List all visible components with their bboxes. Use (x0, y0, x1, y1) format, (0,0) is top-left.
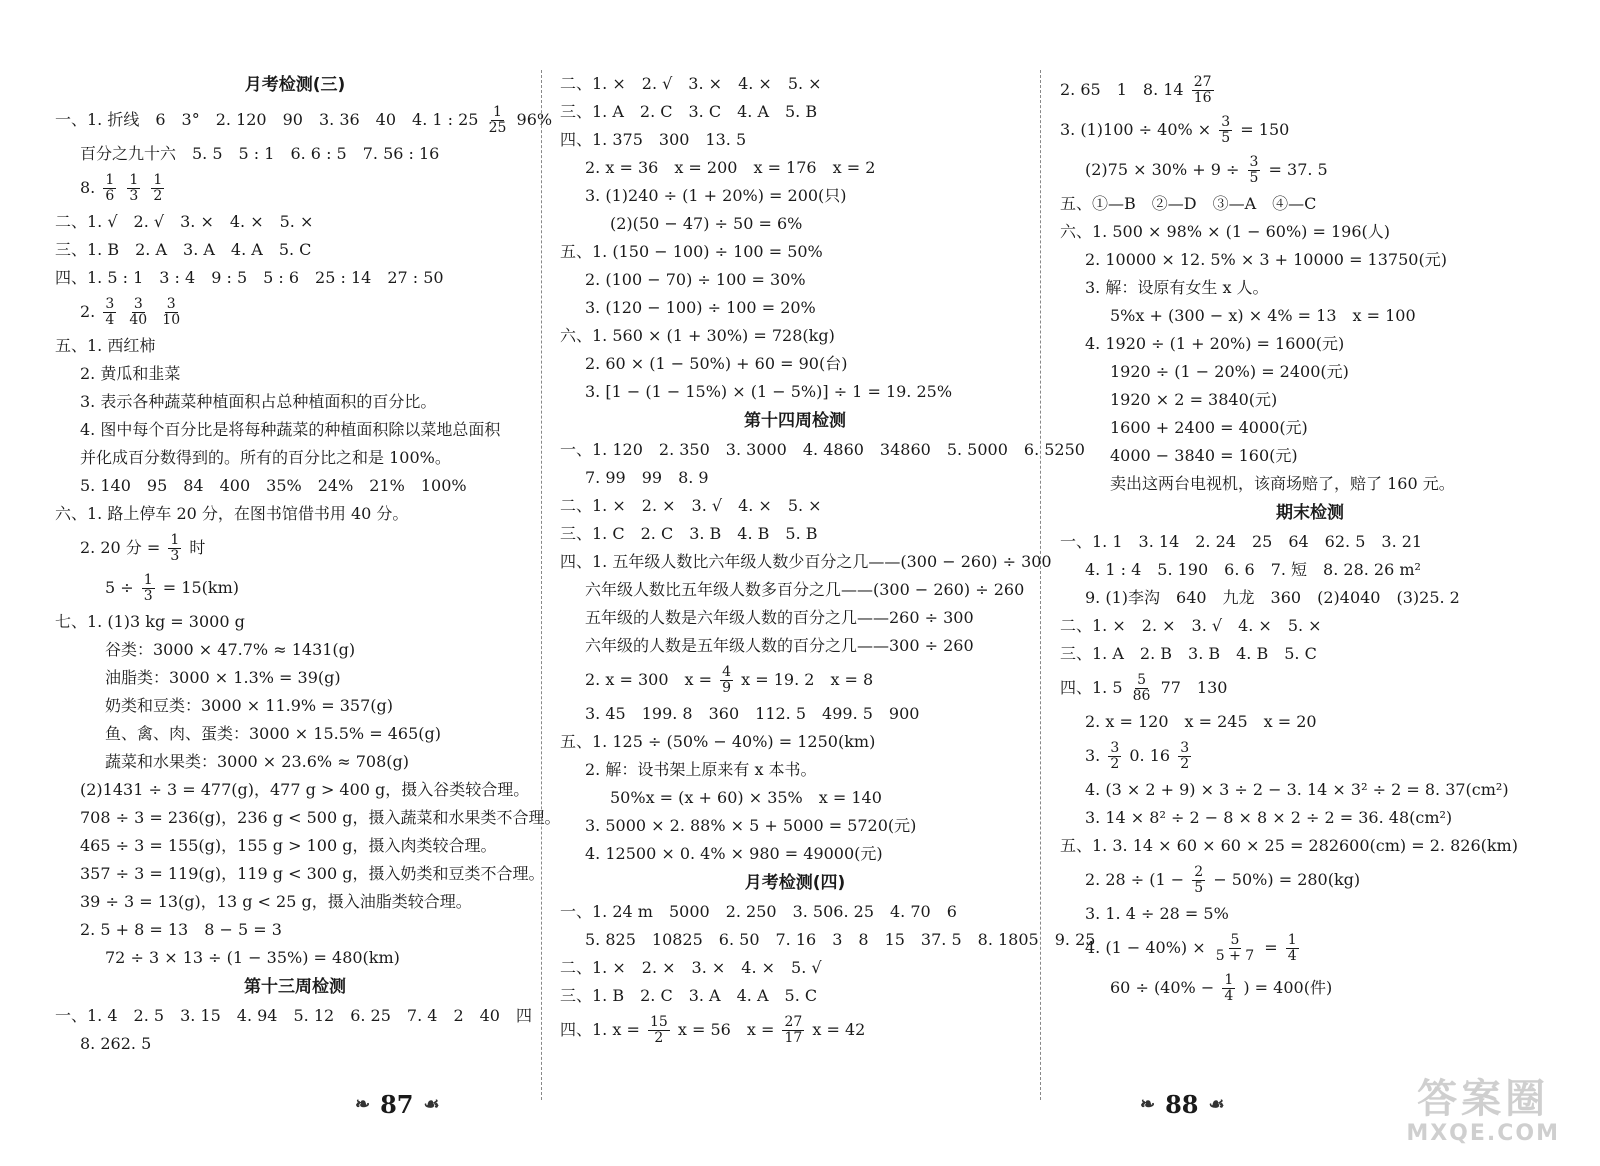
answer-line: 二、1. × 2. × 3. √ 4. × 5. × (560, 496, 822, 515)
answer-line: 2. x = 36 x = 200 x = 176 x = 2 (585, 158, 876, 177)
fraction: $\frac{1}{6}$ (105, 172, 115, 204)
answer-line: 六、1. 560 × (1 + 30%) = 728(kg) (560, 326, 835, 345)
answer-line: 4. 1 : 4 5. 190 6. 6 7. 短 8. 28. 26 m² (1085, 560, 1421, 579)
answer-line: 3. 解：设原有女生 x 人。 (1085, 278, 1269, 297)
answer-line: 72 ÷ 3 × 13 ÷ (1 − 35%) = 480(km) (105, 948, 400, 967)
answer-line: 2. $\frac{3}{4}$ $\frac{3}{40}$ $\frac{3}{10}$ (80, 296, 181, 328)
answer-line: 五、1. 3. 14 × 60 × 60 × 25 = 282600(cm) = 2. 826(km) (1060, 836, 1518, 855)
answer-line: (2)75 × 30% + 9 ÷ $\frac{3}{5}$ = 37. 5 (1085, 154, 1328, 186)
answer-line: 3. 14 × 8² ÷ 2 − 8 × 8 × 2 ÷ 2 = 36. 48(cm²) (1085, 808, 1453, 827)
answer-line: 4. 12500 × 0. 4% × 980 = 49000(元) (585, 844, 883, 863)
answer-line: 五、1. 西红柿 (55, 336, 156, 355)
answer-line: 5 ÷ $\frac{1}{3}$ = 15(km) (105, 572, 239, 604)
answer-line: 六、1. 路上停车 20 分，在图书馆借书用 40 分。 (55, 504, 409, 523)
answer-line: 二、1. × 2. × 3. √ 4. × 5. × (1060, 616, 1322, 635)
answer-line: 465 ÷ 3 = 155(g)，155 g > 100 g，摄入肉类较合理。 (80, 836, 497, 855)
answer-line: 一、1. 24 m 5000 2. 250 3. 506. 25 4. 70 6 (560, 902, 957, 921)
section-heading: 第十三周检测 (244, 977, 346, 997)
answer-line: 5. 140 95 84 400 35% 24% 21% 100% (80, 476, 467, 495)
answer-line: 六年级的人数是五年级人数的百分之几——300 ÷ 260 (585, 636, 974, 655)
answer-line: 4000 − 3840 = 160(元) (1110, 446, 1298, 465)
answer-line: 蔬菜和水果类：3000 × 23.6% ≈ 708(g) (105, 752, 409, 771)
fraction: $\frac{1}{3}$ (170, 532, 180, 564)
section-heading: 第十四周检测 (744, 411, 846, 431)
answer-line: 六年级人数比五年级人数多百分之几——(300 − 260) ÷ 260 (585, 580, 1025, 599)
fraction: $\frac{3}{2}$ (1110, 740, 1120, 772)
answer-line: 8. 262. 5 (80, 1034, 152, 1053)
fraction: $\frac{3}{4}$ (105, 296, 115, 328)
answer-line: 一、1. 4 2. 5 3. 15 4. 94 5. 12 6. 25 7. 4 2 40 四 (55, 1006, 532, 1025)
fraction: $\frac{2}{5}$ (1194, 864, 1204, 896)
page-number-87: ❧ 87 ☙ (355, 1090, 440, 1119)
answer-line: 四、1. 五年级人数比六年级人数少百分之几——(300 − 260) ÷ 300 (560, 552, 1052, 571)
answer-line: 5%x + (300 − x) × 4% = 13 x = 100 (1110, 306, 1416, 325)
answer-line: 2. 黄瓜和韭菜 (80, 364, 181, 383)
answer-line: 五年级的人数是六年级人数的百分之几——260 ÷ 300 (585, 608, 974, 627)
answer-line: 1920 ÷ (1 − 20%) = 2400(元) (1110, 362, 1349, 381)
answer-line: 2. 解：设书架上原来有 x 本书。 (585, 760, 817, 779)
fraction: $\frac{27}{17}$ (784, 1014, 803, 1046)
answer-column-3 (1060, 70, 1560, 1008)
answer-line: 2. (100 − 70) ÷ 100 = 30% (585, 270, 806, 289)
fraction: $\frac{1}{3}$ (129, 172, 139, 204)
fraction: $\frac{3}{5}$ (1221, 114, 1231, 146)
answer-line: 3. 1. 4 ÷ 28 = 5% (1085, 904, 1229, 923)
answer-line: 2. 28 ÷ (1 − $\frac{2}{5}$ − 50%) = 280(kg) (1085, 864, 1361, 896)
answer-line: 并化成百分数得到的。所有的百分比之和是 100%。 (80, 448, 451, 467)
fraction: $\frac{3}{10}$ (162, 296, 181, 328)
answer-line: 五、1. 125 ÷ (50% − 40%) = 1250(km) (560, 732, 876, 751)
answer-line: 4. 1920 ÷ (1 + 20%) = 1600(元) (1085, 334, 1345, 353)
answer-line: 五、1. (150 − 100) ÷ 100 = 50% (560, 242, 823, 261)
page-number-88: ❧ 88 ☙ (1140, 1090, 1225, 1119)
answer-line: 2. 65 1 8. 14 $\frac{27}{16}$ (1060, 74, 1212, 106)
answer-line: 谷类：3000 × 47.7% ≈ 1431(g) (105, 640, 356, 659)
answer-line: 油脂类：3000 × 1.3% = 39(g) (105, 668, 341, 687)
answer-line: 3. 5000 × 2. 88% × 5 + 5000 = 5720(元) (585, 816, 917, 835)
answer-line: 2. 60 × (1 − 50%) + 60 = 90(台) (585, 354, 848, 373)
vine-ornament-icon: ☙ (1208, 1094, 1225, 1115)
answer-line: 一、1. 1 3. 14 2. 24 25 64 62. 5 3. 21 (1060, 532, 1423, 551)
answer-line: 二、1. × 2. × 3. × 4. × 5. √ (560, 958, 822, 977)
answer-line: 4. 图中每个百分比是将每种蔬菜的种植面积除以菜地总面积 (80, 420, 501, 439)
answer-line: 2. 10000 × 12. 5% × 3 + 10000 = 13750(元) (1085, 250, 1447, 269)
fraction: $\frac{1}{3}$ (143, 572, 153, 604)
fraction: $\frac{4}{9}$ (722, 664, 732, 696)
answer-line: 四、1. 5 : 1 3 : 4 9 : 5 5 : 6 25 : 14 27 : 50 (55, 268, 444, 287)
answer-line: 7. 99 99 8. 9 (585, 468, 709, 487)
answer-line: 二、1. × 2. √ 3. × 4. × 5. × (560, 74, 822, 93)
answer-line: 357 ÷ 3 = 119(g)，119 g < 300 g，摄入奶类和豆类不合理。 (80, 864, 545, 883)
answer-line: 百分之九十六 5. 5 5 : 1 6. 6 : 5 7. 56 : 16 (80, 144, 440, 163)
vine-ornament-icon: ❧ (355, 1094, 371, 1115)
watermark-logo: 答案圈 MXQE.COM (1406, 1076, 1560, 1146)
answer-line: 2. 20 分 = $\frac{1}{3}$ 时 (80, 532, 206, 564)
answer-line: (2)(50 − 47) ÷ 50 = 6% (610, 214, 803, 233)
answer-line: 三、1. C 2. C 3. B 4. B 5. B (560, 524, 818, 543)
answer-line: 3. [1 − (1 − 15%) × (1 − 5%)] ÷ 1 = 19. 25% (585, 382, 953, 401)
answer-line: 1600 + 2400 = 4000(元) (1110, 418, 1308, 437)
fraction: $\frac{1}{4}$ (1224, 972, 1234, 1004)
answer-line: 39 ÷ 3 = 13(g)，13 g < 25 g，摄入油脂类较合理。 (80, 892, 472, 911)
answer-line: 二、1. √ 2. √ 3. × 4. × 5. × (55, 212, 314, 231)
answer-line: 2. x = 120 x = 245 x = 20 (1085, 712, 1317, 731)
answer-line: 3. (1)240 ÷ (1 + 20%) = 200(只) (585, 186, 847, 205)
answer-line: 60 ÷ (40% − $\frac{1}{4}$ ) = 400(件) (1110, 972, 1333, 1004)
answer-line: 3. 表示各种蔬菜种植面积占总种植面积的百分比。 (80, 392, 437, 411)
answer-line: 708 ÷ 3 = 236(g)，236 g < 500 g，摄入蔬菜和水果类不合理。 (80, 808, 561, 827)
answer-line: 9. (1)李沟 640 九龙 360 (2)4040 (3)25. 2 (1085, 588, 1460, 607)
section-heading: 月考检测(三) (244, 75, 346, 95)
answer-column-1 (55, 70, 561, 1058)
answer-line: 4. (1 − 40%) × $\frac{5}{5 + 7}$ = $\frac{1}{4}$ (1085, 932, 1297, 964)
fraction: $\frac{5}{5 + 7}$ (1215, 932, 1255, 964)
answer-line: 卖出这两台电视机，该商场赔了，赔了 160 元。 (1110, 474, 1455, 493)
answer-line: (2)1431 ÷ 3 = 477(g)，477 g > 400 g，摄入谷类较合理。 (80, 780, 530, 799)
answer-line: 四、1. 5 $\frac{5}{86}$ 77 130 (1060, 672, 1228, 704)
answer-line: 8. $\frac{1}{6}$ $\frac{1}{3}$ $\frac{1}{2}$ (80, 172, 163, 204)
answer-line: 2. 5 + 8 = 13 8 − 5 = 3 (80, 920, 282, 939)
answer-line: 七、1. (1)3 kg = 3000 g (55, 612, 245, 631)
answer-line: 四、1. 375 300 13. 5 (560, 130, 747, 149)
answer-line: 一、1. 折线 6 3° 2. 120 90 3. 36 40 4. 1 : 25 $\frac{1}{25}$ 96% (55, 104, 553, 136)
answer-line: 一、1. 120 2. 350 3. 3000 4. 4860 34860 5. 5000 6. 5250 (560, 440, 1085, 459)
answer-line: 3. 45 199. 8 360 112. 5 499. 5 900 (585, 704, 920, 723)
fraction: $\frac{5}{86}$ (1132, 672, 1151, 704)
answer-line: 50%x = (x + 60) × 35% x = 140 (610, 788, 882, 807)
answer-line: 3. (120 − 100) ÷ 100 = 20% (585, 298, 816, 317)
answer-line: 三、1. B 2. C 3. A 4. A 5. C (560, 986, 818, 1005)
answer-line: 奶类和豆类：3000 × 11.9% = 357(g) (105, 696, 393, 715)
fraction: $\frac{1}{4}$ (1287, 932, 1297, 964)
fraction: $\frac{3}{40}$ (129, 296, 148, 328)
section-heading: 期末检测 (1276, 503, 1344, 523)
answer-line: 4. (3 × 2 + 9) × 3 ÷ 2 − 3. 14 × 3² ÷ 2 = 8. 37(cm²) (1085, 780, 1509, 799)
answer-column-2 (560, 70, 1096, 1050)
fraction: $\frac{27}{16}$ (1193, 74, 1212, 106)
answer-line: 三、1. B 2. A 3. A 4. A 5. C (55, 240, 312, 259)
answer-line: 3. $\frac{3}{2}$ 0. 16 $\frac{3}{2}$ (1085, 740, 1190, 772)
answer-line: 鱼、禽、肉、蛋类：3000 × 15.5% = 465(g) (105, 724, 441, 743)
fraction: $\frac{1}{25}$ (488, 104, 507, 136)
answer-line: 六、1. 500 × 98% × (1 − 60%) = 196(人) (1060, 222, 1391, 241)
answer-line: 五、①—B ②—D ③—A ④—C (1060, 194, 1317, 213)
fraction: $\frac{3}{2}$ (1180, 740, 1190, 772)
fraction: $\frac{15}{2}$ (649, 1014, 668, 1046)
answer-line: 3. (1)100 ÷ 40% × $\frac{3}{5}$ = 150 (1060, 114, 1290, 146)
answer-line: 四、1. x = $\frac{15}{2}$ x = 56 x = $\frac{27}{17}$ x = 42 (560, 1014, 866, 1046)
vine-ornament-icon: ☙ (423, 1094, 440, 1115)
answer-line: 1920 × 2 = 3840(元) (1110, 390, 1278, 409)
fraction: $\frac{3}{5}$ (1249, 154, 1259, 186)
column-divider-1 (541, 70, 542, 1100)
section-heading: 月考检测(四) (744, 873, 846, 893)
vine-ornament-icon: ❧ (1140, 1094, 1156, 1115)
fraction: $\frac{1}{2}$ (153, 172, 163, 204)
answer-line: 5. 825 10825 6. 50 7. 16 3 8 15 37. 5 8. 1805 9. 25 (585, 930, 1096, 949)
answer-line: 三、1. A 2. B 3. B 4. B 5. C (1060, 644, 1317, 663)
answer-line: 三、1. A 2. C 3. C 4. A 5. B (560, 102, 818, 121)
answer-line: 2. x = 300 x = $\frac{4}{9}$ x = 19. 2 x = 8 (585, 664, 874, 696)
